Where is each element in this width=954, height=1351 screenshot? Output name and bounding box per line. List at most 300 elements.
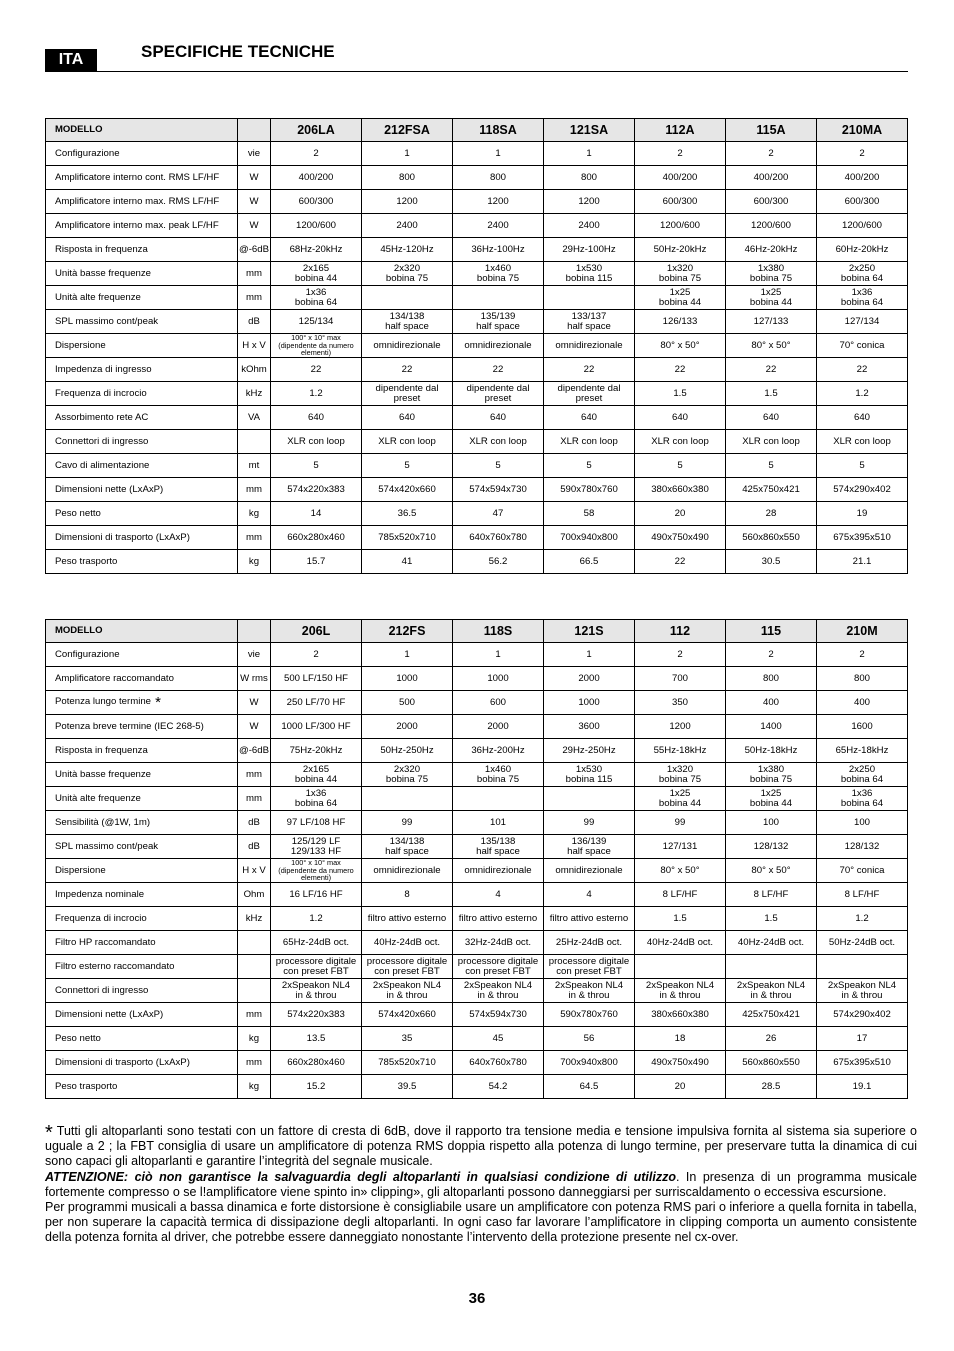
value-cell: 1x380 bobina 75: [726, 763, 817, 787]
value-cell: 56: [544, 1027, 635, 1051]
table-row: [46, 334, 908, 358]
value-cell: 50Hz-250Hz: [362, 739, 453, 763]
value-cell: 1: [453, 142, 544, 166]
row-label: Frequenza di incrocio: [46, 907, 238, 931]
value-cell: 22: [362, 358, 453, 382]
value-cell: 80° x 50°: [726, 334, 817, 358]
value-cell: XLR con loop: [453, 430, 544, 454]
value-cell: 800: [817, 667, 908, 691]
value-cell: 800: [726, 667, 817, 691]
value-cell: 1x530 bobina 115: [544, 262, 635, 286]
table-row: [46, 430, 908, 454]
header-model-121s: 121S: [544, 620, 635, 643]
value-cell: omnidirezionale: [362, 859, 453, 883]
value-cell: 574x594x730: [453, 1003, 544, 1027]
value-cell: 5: [817, 454, 908, 478]
value-cell: 400: [817, 691, 908, 715]
value-cell: 574x290x402: [817, 478, 908, 502]
value-cell: 22: [544, 358, 635, 382]
value-cell: 29Hz-100Hz: [544, 238, 635, 262]
value-cell: 40Hz-24dB oct.: [635, 931, 726, 955]
value-cell: 1: [544, 643, 635, 667]
header-model-212fs: 212FS: [362, 620, 453, 643]
value-cell: 36.5: [362, 502, 453, 526]
row-label: Connettori di ingresso: [46, 979, 238, 1003]
value-cell: 1: [544, 142, 635, 166]
value-cell: [362, 787, 453, 811]
value-cell: 56.2: [453, 550, 544, 574]
value-cell: 8 LF/HF: [635, 883, 726, 907]
header-model-206l: 206L: [271, 620, 362, 643]
unit-cell: kOhm: [238, 358, 271, 382]
value-cell: 574x594x730: [453, 478, 544, 502]
unit-cell: W: [238, 190, 271, 214]
value-cell: dipendente dal preset: [544, 382, 635, 406]
unit-cell: dB: [238, 310, 271, 334]
value-cell: 100° x 10° max (dipendente da numero elementi): [271, 859, 362, 883]
value-cell: 45: [453, 1027, 544, 1051]
value-cell: 1200/600: [726, 214, 817, 238]
table-row: [46, 739, 908, 763]
row-label: Amplificatore interno max. peak LF/HF: [46, 214, 238, 238]
value-cell: 36Hz-200Hz: [453, 739, 544, 763]
value-cell: 39.5: [362, 1075, 453, 1099]
table-row: [46, 166, 908, 190]
table-row: [46, 382, 908, 406]
value-cell: 65Hz-18kHz: [817, 739, 908, 763]
value-cell: 2400: [362, 214, 453, 238]
value-cell: 2400: [453, 214, 544, 238]
value-cell: 127/134: [817, 310, 908, 334]
value-cell: 2x165 bobina 44: [271, 763, 362, 787]
value-cell: 1x36 bobina 64: [271, 787, 362, 811]
value-cell: 2x250 bobina 64: [817, 262, 908, 286]
value-cell: 1200/600: [817, 214, 908, 238]
value-cell: 41: [362, 550, 453, 574]
value-cell: 28: [726, 502, 817, 526]
value-cell: 590x780x760: [544, 1003, 635, 1027]
value-cell: 2xSpeakon NL4 in & throu: [271, 979, 362, 1003]
table-row: [46, 550, 908, 574]
value-cell: 640: [635, 406, 726, 430]
value-cell: 2: [635, 142, 726, 166]
value-cell: 2: [271, 643, 362, 667]
table-row: [46, 310, 908, 334]
unit-cell: mt: [238, 454, 271, 478]
warning-bold-text: ATTENZIONE: ciò non garantisce la salvaguardia degli altoparlanti in qualsiasi condizione di utilizzo: [45, 1169, 676, 1184]
value-cell: 785x520x710: [362, 1051, 453, 1075]
value-cell: 19.1: [817, 1075, 908, 1099]
value-cell: 30.5: [726, 550, 817, 574]
unit-cell: H x V: [238, 859, 271, 883]
value-cell: 2: [726, 142, 817, 166]
value-cell: 80° x 50°: [635, 334, 726, 358]
value-cell: 380x660x380: [635, 478, 726, 502]
value-cell: 574x220x383: [271, 478, 362, 502]
value-cell: 400/200: [726, 166, 817, 190]
spec-table-passive: [45, 619, 908, 1099]
note-warning: ATTENZIONE: ciò non garantisce la salvaguardia degli altoparlanti in qualsiasi condizione di utilizzo. In presenza di un programma musicale fortemente compresso o se l!amplificatore viene spinto in» clipping», gli altoparlanti possono danneggiarsi per surriscaldamento o eccessiva escursione.: [45, 1169, 917, 1199]
value-cell: 80° x 50°: [635, 859, 726, 883]
value-cell: 1x25 bobina 44: [635, 286, 726, 310]
page-title: SPECIFICHE TECNICHE: [141, 42, 335, 61]
table-row: [46, 286, 908, 310]
value-cell: 70° conica: [817, 859, 908, 883]
value-cell: 2000: [544, 667, 635, 691]
row-label: Dimensioni nette (LxAxP): [46, 478, 238, 502]
value-cell: 40Hz-24dB oct.: [726, 931, 817, 955]
value-cell: 50Hz-18kHz: [726, 739, 817, 763]
table-row: [46, 979, 908, 1003]
row-label: Potenza breve termine (IEC 268-5): [46, 715, 238, 739]
unit-cell: vie: [238, 142, 271, 166]
unit-cell: mm: [238, 1003, 271, 1027]
value-cell: 68Hz-20kHz: [271, 238, 362, 262]
unit-cell: W rms: [238, 667, 271, 691]
page-number: 36: [468, 1290, 486, 1307]
row-label: Amplificatore interno cont. RMS LF/HF: [46, 166, 238, 190]
table-row: [46, 955, 908, 979]
value-cell: 1x25 bobina 44: [726, 787, 817, 811]
unit-cell: kg: [238, 550, 271, 574]
value-cell: 250 LF/70 HF: [271, 691, 362, 715]
value-cell: 1x320 bobina 75: [635, 763, 726, 787]
value-cell: 1400: [726, 715, 817, 739]
value-cell: 64.5: [544, 1075, 635, 1099]
value-cell: 2: [726, 643, 817, 667]
value-cell: 1.5: [726, 907, 817, 931]
value-cell: 574x420x660: [362, 1003, 453, 1027]
row-label: Peso trasporto: [46, 550, 238, 574]
unit-cell: mm: [238, 526, 271, 550]
value-cell: 5: [362, 454, 453, 478]
value-cell: 97 LF/108 HF: [271, 811, 362, 835]
value-cell: 80° x 50°: [726, 859, 817, 883]
value-cell: 1000 LF/300 HF: [271, 715, 362, 739]
value-cell: 1000: [453, 667, 544, 691]
value-cell: omnidirezionale: [362, 334, 453, 358]
row-label: Amplificatore raccomandato: [46, 667, 238, 691]
unit-cell: @-6dB: [238, 238, 271, 262]
value-cell: 640: [271, 406, 362, 430]
table-row: [46, 763, 908, 787]
value-cell: 36Hz-100Hz: [453, 238, 544, 262]
value-cell: 47: [453, 502, 544, 526]
header-model-206la: 206LA: [271, 119, 362, 142]
value-cell: filtro attivo esterno: [453, 907, 544, 931]
table-row: [46, 883, 908, 907]
value-cell: 2: [817, 643, 908, 667]
row-label: Assorbimento rete AC: [46, 406, 238, 430]
value-cell: 29Hz-250Hz: [544, 739, 635, 763]
value-cell: 5: [271, 454, 362, 478]
table-row: [46, 835, 908, 859]
value-cell: 25Hz-24dB oct.: [544, 931, 635, 955]
value-cell: 100: [817, 811, 908, 835]
value-cell: 425x750x421: [726, 1003, 817, 1027]
value-cell: 700x940x800: [544, 526, 635, 550]
value-cell: 560x860x550: [726, 1051, 817, 1075]
value-cell: 128/132: [726, 835, 817, 859]
value-cell: 2xSpeakon NL4 in & throu: [635, 979, 726, 1003]
value-cell: 18: [635, 1027, 726, 1051]
value-cell: 800: [362, 166, 453, 190]
table-row: [46, 190, 908, 214]
value-cell: 574x420x660: [362, 478, 453, 502]
table-row: [46, 502, 908, 526]
value-cell: 640: [817, 406, 908, 430]
value-cell: 13.5: [271, 1027, 362, 1051]
value-cell: 1200/600: [271, 214, 362, 238]
language-badge: ITA: [45, 49, 97, 71]
value-cell: 100: [726, 811, 817, 835]
unit-cell: mm: [238, 478, 271, 502]
value-cell: 1x460 bobina 75: [453, 763, 544, 787]
row-label: Dimensioni nette (LxAxP): [46, 1003, 238, 1027]
value-cell: 16 LF/16 HF: [271, 883, 362, 907]
value-cell: 1000: [362, 667, 453, 691]
value-cell: 134/138 half space: [362, 310, 453, 334]
table-row: [46, 454, 908, 478]
value-cell: 40Hz-24dB oct.: [362, 931, 453, 955]
header-model-115: 115: [726, 620, 817, 643]
unit-cell: kg: [238, 502, 271, 526]
value-cell: XLR con loop: [271, 430, 362, 454]
unit-cell: mm: [238, 262, 271, 286]
value-cell: 785x520x710: [362, 526, 453, 550]
value-cell: XLR con loop: [817, 430, 908, 454]
value-cell: 2x250 bobina 64: [817, 763, 908, 787]
value-cell: 20: [635, 1075, 726, 1099]
value-cell: 2xSpeakon NL4 in & throu: [362, 979, 453, 1003]
value-cell: 75Hz-20kHz: [271, 739, 362, 763]
value-cell: 400: [726, 691, 817, 715]
row-label: Impedenza nominale: [46, 883, 238, 907]
value-cell: 490x750x490: [635, 526, 726, 550]
value-cell: 22: [271, 358, 362, 382]
value-cell: 22: [453, 358, 544, 382]
value-cell: 21.1: [817, 550, 908, 574]
table-row: [46, 907, 908, 931]
value-cell: 1x460 bobina 75: [453, 262, 544, 286]
value-cell: [635, 955, 726, 979]
value-cell: 101: [453, 811, 544, 835]
value-cell: 1: [362, 142, 453, 166]
value-cell: 600: [453, 691, 544, 715]
table-row: [46, 811, 908, 835]
value-cell: 136/139 half space: [544, 835, 635, 859]
table-row: [46, 715, 908, 739]
note-crest-factor: * Tutti gli altoparlanti sono testati con un fattore di cresta di 6dB, dove il rapporto tra tensione media e tensione impulsiva fornita al sistema sia superiore o uguale a 2 ; la FBT consiglia di usare un amplificatore di potenza RMS doppia rispetto alla potenza di lungo termine, per preservare tutta la dinamica di cui sono capaci gli altoparlanti e garantire l’integrità del segnale musicale.: [45, 1122, 917, 1169]
value-cell: 1200/600: [635, 214, 726, 238]
value-cell: 675x395x510: [817, 526, 908, 550]
value-cell: 1.5: [726, 382, 817, 406]
value-cell: processore digitale con preset FBT: [271, 955, 362, 979]
value-cell: 127/131: [635, 835, 726, 859]
table-row: [46, 478, 908, 502]
value-cell: 400/200: [817, 166, 908, 190]
value-cell: 99: [635, 811, 726, 835]
unit-cell: dB: [238, 835, 271, 859]
value-cell: 50Hz-20kHz: [635, 238, 726, 262]
unit-cell: kg: [238, 1075, 271, 1099]
header-model-118s: 118S: [453, 620, 544, 643]
value-cell: 400/200: [635, 166, 726, 190]
value-cell: 1x25 bobina 44: [635, 787, 726, 811]
value-cell: 1200: [453, 190, 544, 214]
row-label: Frequenza di incrocio: [46, 382, 238, 406]
row-label: Filtro esterno raccomandato: [46, 955, 238, 979]
row-label: SPL massimo cont/peak: [46, 310, 238, 334]
value-cell: 22: [817, 358, 908, 382]
value-cell: 55Hz-18kHz: [635, 739, 726, 763]
value-cell: 600/300: [726, 190, 817, 214]
row-label: Connettori di ingresso: [46, 430, 238, 454]
value-cell: 135/139 half space: [453, 310, 544, 334]
value-cell: 1: [362, 643, 453, 667]
value-cell: 640x760x780: [453, 1051, 544, 1075]
value-cell: 1x320 bobina 75: [635, 262, 726, 286]
value-cell: 5: [544, 454, 635, 478]
value-cell: 2: [635, 643, 726, 667]
value-cell: 640: [453, 406, 544, 430]
value-cell: omnidirezionale: [544, 334, 635, 358]
value-cell: dipendente dal preset: [453, 382, 544, 406]
value-cell: 2000: [453, 715, 544, 739]
value-cell: 574x220x383: [271, 1003, 362, 1027]
table-row: [46, 1003, 908, 1027]
value-cell: 380x660x380: [635, 1003, 726, 1027]
row-label: Unità alte frequenze: [46, 787, 238, 811]
value-cell: 2xSpeakon NL4 in & throu: [544, 979, 635, 1003]
value-cell: 490x750x490: [635, 1051, 726, 1075]
value-cell: 1.2: [271, 382, 362, 406]
value-cell: 14: [271, 502, 362, 526]
value-cell: 640: [362, 406, 453, 430]
value-cell: 135/138 half space: [453, 835, 544, 859]
value-cell: 17: [817, 1027, 908, 1051]
row-label: Peso netto: [46, 1027, 238, 1051]
value-cell: 2: [817, 142, 908, 166]
value-cell: 60Hz-20kHz: [817, 238, 908, 262]
value-cell: 46Hz-20kHz: [726, 238, 817, 262]
value-cell: 66.5: [544, 550, 635, 574]
value-cell: 560x860x550: [726, 526, 817, 550]
value-cell: 640: [726, 406, 817, 430]
value-cell: 4: [453, 883, 544, 907]
value-cell: 15.7: [271, 550, 362, 574]
table-row: [46, 931, 908, 955]
value-cell: dipendente dal preset: [362, 382, 453, 406]
value-cell: 2x165 bobina 44: [271, 262, 362, 286]
value-cell: 700: [635, 667, 726, 691]
value-cell: 20: [635, 502, 726, 526]
unit-cell: [238, 955, 271, 979]
header-model-label: MODELLO: [46, 119, 238, 142]
unit-cell: Ohm: [238, 883, 271, 907]
value-cell: 125/134: [271, 310, 362, 334]
table-row: [46, 1051, 908, 1075]
value-cell: 800: [453, 166, 544, 190]
value-cell: 600/300: [271, 190, 362, 214]
value-cell: XLR con loop: [362, 430, 453, 454]
table-row: [46, 643, 908, 667]
header-model-118sa: 118SA: [453, 119, 544, 142]
unit-cell: [238, 931, 271, 955]
value-cell: 19: [817, 502, 908, 526]
spec-table-active: [45, 118, 908, 574]
value-cell: 640: [544, 406, 635, 430]
page-header: [45, 42, 908, 72]
unit-cell: kHz: [238, 907, 271, 931]
unit-cell: [238, 979, 271, 1003]
table-row: [46, 787, 908, 811]
row-label: Configurazione: [46, 142, 238, 166]
header-model-label: MODELLO: [46, 620, 238, 643]
table-row: [46, 358, 908, 382]
header-model-210m: 210M: [817, 620, 908, 643]
value-cell: 99: [544, 811, 635, 835]
unit-cell: mm: [238, 286, 271, 310]
value-cell: 2000: [362, 715, 453, 739]
value-cell: 65Hz-24dB oct.: [271, 931, 362, 955]
asterisk-icon: *: [45, 1122, 53, 1144]
value-cell: [453, 286, 544, 310]
value-cell: 35: [362, 1027, 453, 1051]
value-cell: 700x940x800: [544, 1051, 635, 1075]
value-cell: 1200: [635, 715, 726, 739]
note-low-dynamic: Per programmi musicali a bassa dinamica e forte distorsione è consigliabile usare un amplificatore con potenza RMS pari o inferiore a quella fornita in tabella, per non superare la capacità termica di dissipazione degli altoparlanti. In ogni caso far lavorare l’amplificatore in clipping comporta un aumento consistente della potenza fornita al driver, che potrebbe essere danneggiato nonostante l’intervento della protezione presente nel cx-over.: [45, 1200, 917, 1245]
value-cell: 22: [635, 358, 726, 382]
table-row: [46, 262, 908, 286]
unit-cell: dB: [238, 811, 271, 835]
value-cell: 350: [635, 691, 726, 715]
value-cell: 1x25 bobina 44: [726, 286, 817, 310]
row-label: Peso trasporto: [46, 1075, 238, 1099]
unit-cell: W: [238, 715, 271, 739]
value-cell: [726, 955, 817, 979]
value-cell: 500: [362, 691, 453, 715]
value-cell: 28.5: [726, 1075, 817, 1099]
row-label: Unità alte frequenze: [46, 286, 238, 310]
table-row: [46, 214, 908, 238]
value-cell: 2: [271, 142, 362, 166]
row-label: Dimensioni di trasporto (LxAxP): [46, 526, 238, 550]
unit-cell: W: [238, 214, 271, 238]
value-cell: [362, 286, 453, 310]
value-cell: 22: [726, 358, 817, 382]
value-cell: [544, 286, 635, 310]
value-cell: XLR con loop: [544, 430, 635, 454]
value-cell: 660x280x460: [271, 1051, 362, 1075]
value-cell: 22: [635, 550, 726, 574]
value-cell: 660x280x460: [271, 526, 362, 550]
row-label: Unità basse frequenze: [46, 763, 238, 787]
value-cell: 126/133: [635, 310, 726, 334]
unit-cell: kg: [238, 1027, 271, 1051]
row-label: Configurazione: [46, 643, 238, 667]
table-row: [46, 406, 908, 430]
value-cell: 2xSpeakon NL4 in & throu: [453, 979, 544, 1003]
row-label: Potenza lungo termine *: [46, 691, 238, 715]
value-cell: 1x36 bobina 64: [271, 286, 362, 310]
value-cell: 1x380 bobina 75: [726, 262, 817, 286]
value-cell: 1000: [544, 691, 635, 715]
table-row: [46, 667, 908, 691]
unit-cell: W: [238, 166, 271, 190]
value-cell: 3600: [544, 715, 635, 739]
value-cell: 54.2: [453, 1075, 544, 1099]
